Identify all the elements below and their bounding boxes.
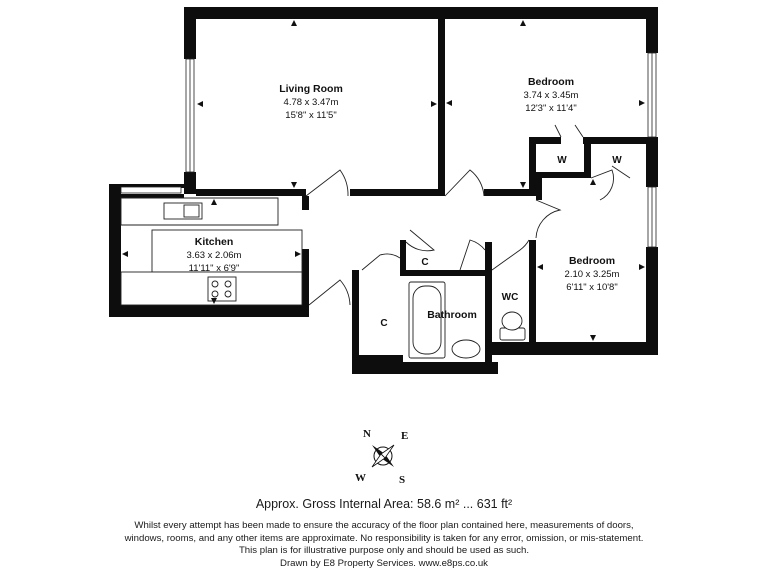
room-bedroom-2 [565, 255, 620, 293]
cupboard-2-label: C [380, 318, 388, 329]
disclaimer-line: Whilst every attempt has been made to ensure the accuracy of the floor plan contained here, measurements of doors, [134, 520, 634, 531]
compass-rose [355, 428, 408, 486]
kitchen-metric: 3.63 x 2.06m [186, 250, 242, 261]
living-room-name: Living Room [279, 83, 343, 95]
bathroom-name: Bathroom [427, 309, 477, 321]
gross-internal-area: Approx. Gross Internal Area: 58.6 m² ... 631 ft² [255, 497, 513, 511]
compass-n: N [363, 428, 371, 440]
disclaimer-line: This plan is for illustrative purpose only and should be used as such. [238, 545, 530, 557]
disclaimer [0, 520, 768, 570]
bedroom-2-name: Bedroom [568, 255, 616, 267]
kitchen-imperial: 11'11" x 6'9" [188, 263, 240, 274]
compass-w: W [355, 472, 366, 484]
room-bedroom-1 [524, 76, 579, 114]
wc-name: WC [501, 292, 519, 303]
bedroom-1-imperial: 12'3" x 11'4" [525, 103, 577, 114]
living-room-metric: 4.78 x 3.47m [283, 97, 339, 108]
living-room-imperial: 15'8" x 11'5" [285, 110, 337, 121]
compass-e: E [401, 430, 409, 442]
fixtures [121, 198, 525, 358]
room-living [279, 83, 343, 121]
bedroom-1-metric: 3.74 x 3.45m [523, 90, 579, 101]
disclaimer-line: Drawn by E8 Property Services. www.e8ps.co.uk [280, 557, 488, 569]
kitchen-name: Kitchen [194, 236, 234, 248]
wardrobe-2-label: W [612, 155, 622, 166]
wardrobe-1-label: W [557, 155, 567, 166]
bedroom-1-name: Bedroom [527, 76, 575, 88]
cupboard-1-label: C [421, 257, 429, 268]
bedroom-2-metric: 2.10 x 3.25m [564, 269, 620, 280]
bedroom-2-imperial: 6'11" x 10'8" [566, 282, 618, 293]
disclaimer-line: windows, rooms, and any other items are approximate. No responsibility is taken for any error, omission, or mis-statement. [124, 532, 644, 544]
compass-s: S [399, 474, 406, 486]
